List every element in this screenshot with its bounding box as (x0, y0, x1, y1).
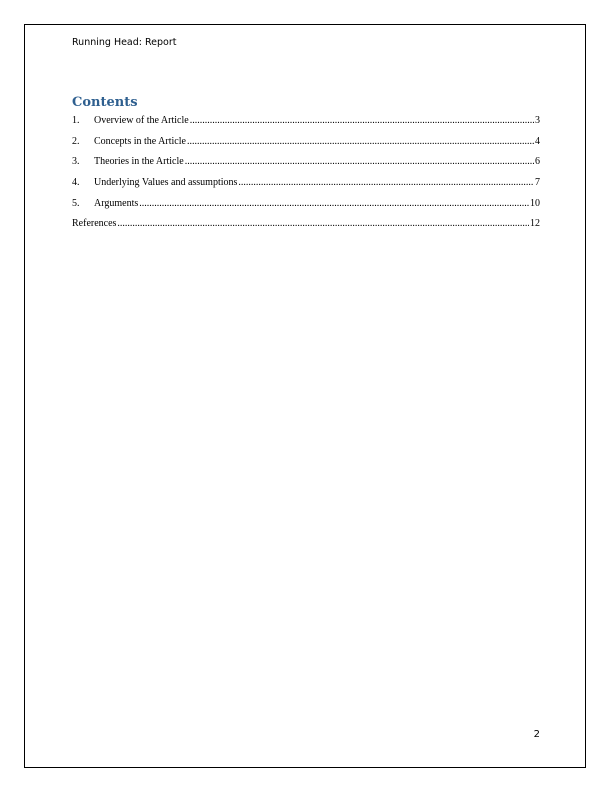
toc-entry-page: 6 (535, 156, 540, 168)
toc-entry-label[interactable]: Theories in the Article (94, 156, 184, 168)
toc-entry-arguments[interactable] (72, 198, 540, 219)
toc-entry-number: 3. (72, 156, 80, 168)
toc-dot-leader (139, 198, 529, 209)
running-head: Running Head: Report (72, 37, 177, 48)
toc-entry-concepts[interactable] (72, 136, 540, 157)
toc-entry-values[interactable] (72, 177, 540, 198)
toc-entry-label[interactable]: Arguments (94, 197, 139, 209)
table-of-contents (72, 115, 540, 239)
toc-entry-number: 4. (72, 177, 80, 189)
toc-entry-overview[interactable] (72, 115, 540, 136)
toc-entry-number: 5. (72, 197, 80, 209)
toc-dot-leader (117, 218, 529, 229)
toc-entry-references[interactable] (72, 218, 540, 239)
toc-entry-page: 12 (530, 218, 540, 230)
page-number: 2 (533, 729, 540, 740)
toc-dot-leader (187, 136, 534, 147)
toc-heading: Contents (72, 95, 138, 110)
toc-entry-label[interactable]: Overview of the Article (94, 115, 189, 126)
toc-entry-page: 3 (535, 115, 540, 126)
toc-entry-page: 4 (535, 135, 540, 147)
toc-entry-label[interactable]: Concepts in the Article (94, 135, 186, 147)
toc-dot-leader (238, 177, 534, 188)
toc-dot-leader (185, 156, 534, 167)
toc-entry-theories[interactable] (72, 156, 540, 177)
toc-entry-page: 7 (535, 177, 540, 189)
toc-entry-label[interactable]: References (72, 218, 117, 230)
toc-dot-leader (190, 115, 534, 126)
toc-entry-label[interactable]: Underlying Values and assumptions (94, 177, 238, 189)
toc-entry-number: 2. (72, 135, 80, 147)
toc-entry-page: 10 (530, 197, 540, 209)
toc-entry-number: 1. (72, 115, 80, 126)
